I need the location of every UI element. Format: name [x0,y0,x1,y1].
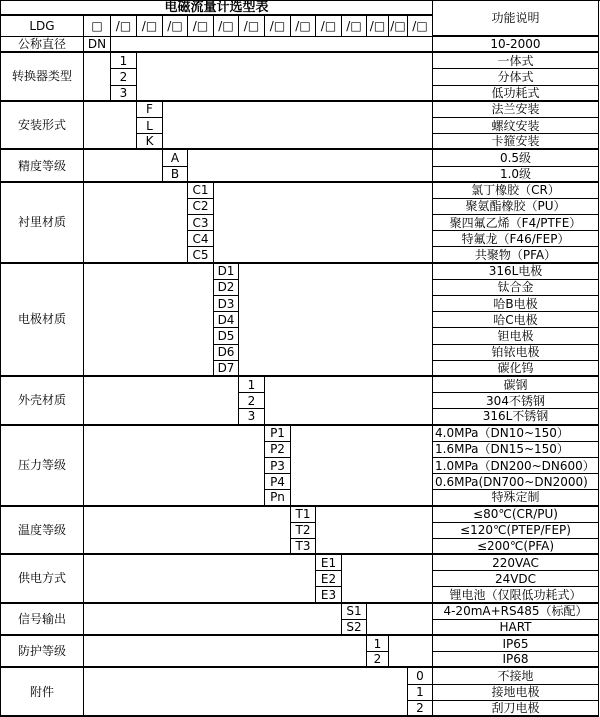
model-box-cell: □ [84,16,111,37]
category-label: 电极材质 [1,264,84,377]
function-cell: IP65 [433,636,599,652]
code-cell: DN [84,37,111,53]
spacer-cell [291,426,433,507]
function-cell: 钽电极 [433,328,599,344]
spacer-cell [84,183,188,264]
function-cell: 聚氨酯橡胶（PU） [433,199,599,215]
code-cell: C2 [188,199,214,215]
code-cell: C4 [188,231,214,247]
spacer-cell [84,604,342,636]
category-label: 外壳材质 [1,377,84,426]
code-cell: 0 [408,668,433,684]
function-cell: ≤80℃(CR/PU) [433,507,599,523]
code-cell: B [163,167,188,183]
spacer-cell [84,150,163,182]
function-cell: 4-20mA+RS485（标配） [433,604,599,620]
code-cell: P1 [265,426,291,442]
category-label: 公称直径 [1,37,84,53]
function-cell: 特氟龙（F46/FEP） [433,231,599,247]
code-cell: C1 [188,183,214,199]
spacer-cell [84,668,408,717]
function-cell: 哈C电极 [433,312,599,328]
function-cell: 接地电极 [433,685,599,701]
function-cell: ≤200℃(PFA) [433,539,599,555]
code-cell: A [163,150,188,166]
model-slot-cell: /□ [265,16,291,37]
model-slot-cell: /□ [188,16,214,37]
spacer-cell [84,507,291,556]
model-slot-cell: /□ [389,16,408,37]
function-cell: 卡箍安装 [433,134,599,150]
function-cell: ≤120℃(PTEP/FEP) [433,523,599,539]
code-cell: E2 [316,571,342,587]
function-cell: 0.5级 [433,150,599,166]
model-prefix-cell: LDG [1,16,84,37]
function-cell: 4.0MPa（DN10~150） [433,426,599,442]
function-cell: 碳钢 [433,377,599,393]
function-cell: 304不锈钢 [433,393,599,409]
code-cell: 2 [111,69,137,85]
code-cell: Pn [265,490,291,506]
code-cell: D2 [214,280,239,296]
function-cell: 铂铱电极 [433,345,599,361]
function-cell: 螺纹安装 [433,118,599,134]
category-label: 安装形式 [1,102,84,151]
spacer-cell [84,102,137,151]
code-cell: D1 [214,264,239,280]
model-slot-cell: /□ [367,16,389,37]
model-slot-cell: /□ [291,16,316,37]
spacer-cell [367,604,433,636]
code-cell: 3 [111,86,137,102]
function-cell: 聚四氟乙烯（F4/PTFE） [433,215,599,231]
function-cell: 低功耗式 [433,86,599,102]
model-slot-cell: /□ [342,16,367,37]
function-cell: 316L不锈钢 [433,409,599,425]
function-cell: 碳化钨 [433,361,599,377]
code-cell: T2 [291,523,316,539]
code-cell: S1 [342,604,367,620]
spacer-cell [84,377,239,426]
code-cell: 1 [367,636,389,652]
code-cell: T1 [291,507,316,523]
code-cell: D5 [214,328,239,344]
function-cell: 共聚物（PFA） [433,247,599,263]
category-label: 供电方式 [1,555,84,604]
model-slot-cell: /□ [137,16,163,37]
code-cell: D6 [214,345,239,361]
spacer-cell [265,377,433,426]
spacer-cell [84,426,265,507]
code-cell: T3 [291,539,316,555]
code-cell: D7 [214,361,239,377]
spacer-cell [84,636,367,668]
function-cell: 氯丁橡胶（CR） [433,183,599,199]
code-cell: 2 [239,393,265,409]
function-cell: 锂电池（仅限低功耗式） [433,587,599,603]
function-column-header: 功能说明 [433,1,599,37]
model-slot-cell: /□ [163,16,188,37]
spacer-cell [316,507,433,556]
code-cell: 1 [111,53,137,69]
model-slot-cell: /□ [214,16,239,37]
code-cell: D3 [214,296,239,312]
function-cell: 316L电极 [433,264,599,280]
spacer-cell [239,264,433,377]
function-cell: 刮刀电极 [433,701,599,717]
function-cell: 0.6MPa(DN700~DN2000) [433,474,599,490]
code-cell: E1 [316,555,342,571]
function-cell: 10-2000 [433,37,599,53]
function-cell: 分体式 [433,69,599,85]
spacer-cell [163,102,433,151]
function-cell: 1.6MPa（DN15~150） [433,442,599,458]
code-cell: F [137,102,163,118]
function-cell: 一体式 [433,53,599,69]
code-cell: 2 [367,652,389,668]
model-slot-cell: /□ [239,16,265,37]
code-cell: P3 [265,458,291,474]
code-cell: C3 [188,215,214,231]
code-cell: E3 [316,587,342,603]
spacer-cell [84,264,214,377]
function-cell: 钛合金 [433,280,599,296]
spacer-cell [84,53,111,102]
code-cell: L [137,118,163,134]
function-cell: 特殊定制 [433,490,599,506]
code-cell: 1 [408,685,433,701]
model-slot-cell: /□ [316,16,342,37]
spacer-cell [84,555,316,604]
code-cell: K [137,134,163,150]
spacer-cell [214,183,433,264]
code-cell: S2 [342,620,367,636]
function-cell: 220VAC [433,555,599,571]
category-label: 防护等级 [1,636,84,668]
function-cell: 法兰安装 [433,102,599,118]
function-cell: HART [433,620,599,636]
function-cell: 哈B电极 [433,296,599,312]
function-cell: 不接地 [433,668,599,684]
category-label: 转换器类型 [1,53,84,102]
category-label: 精度等级 [1,150,84,182]
model-slot-cell: /□ [408,16,433,37]
function-cell: 24VDC [433,571,599,587]
function-cell: 1.0级 [433,167,599,183]
category-label: 衬里材质 [1,183,84,264]
model-slot-cell: /□ [111,16,137,37]
function-cell: IP68 [433,652,599,668]
category-label: 附件 [1,668,84,717]
code-cell: 2 [408,701,433,717]
spacer-cell [137,53,433,102]
table-title: 电磁流量计选型表 [1,1,433,16]
category-label: 压力等级 [1,426,84,507]
spacer-cell [111,37,433,53]
category-label: 信号输出 [1,604,84,636]
code-cell: P2 [265,442,291,458]
function-cell: 1.0MPa（DN200~DN600） [433,458,599,474]
code-cell: C5 [188,247,214,263]
code-cell: P4 [265,474,291,490]
spacer-cell [188,150,433,182]
category-label: 温度等级 [1,507,84,556]
spacer-cell [342,555,433,604]
code-cell: 1 [239,377,265,393]
spacer-cell [389,636,433,668]
code-cell: 3 [239,409,265,425]
code-cell: D4 [214,312,239,328]
